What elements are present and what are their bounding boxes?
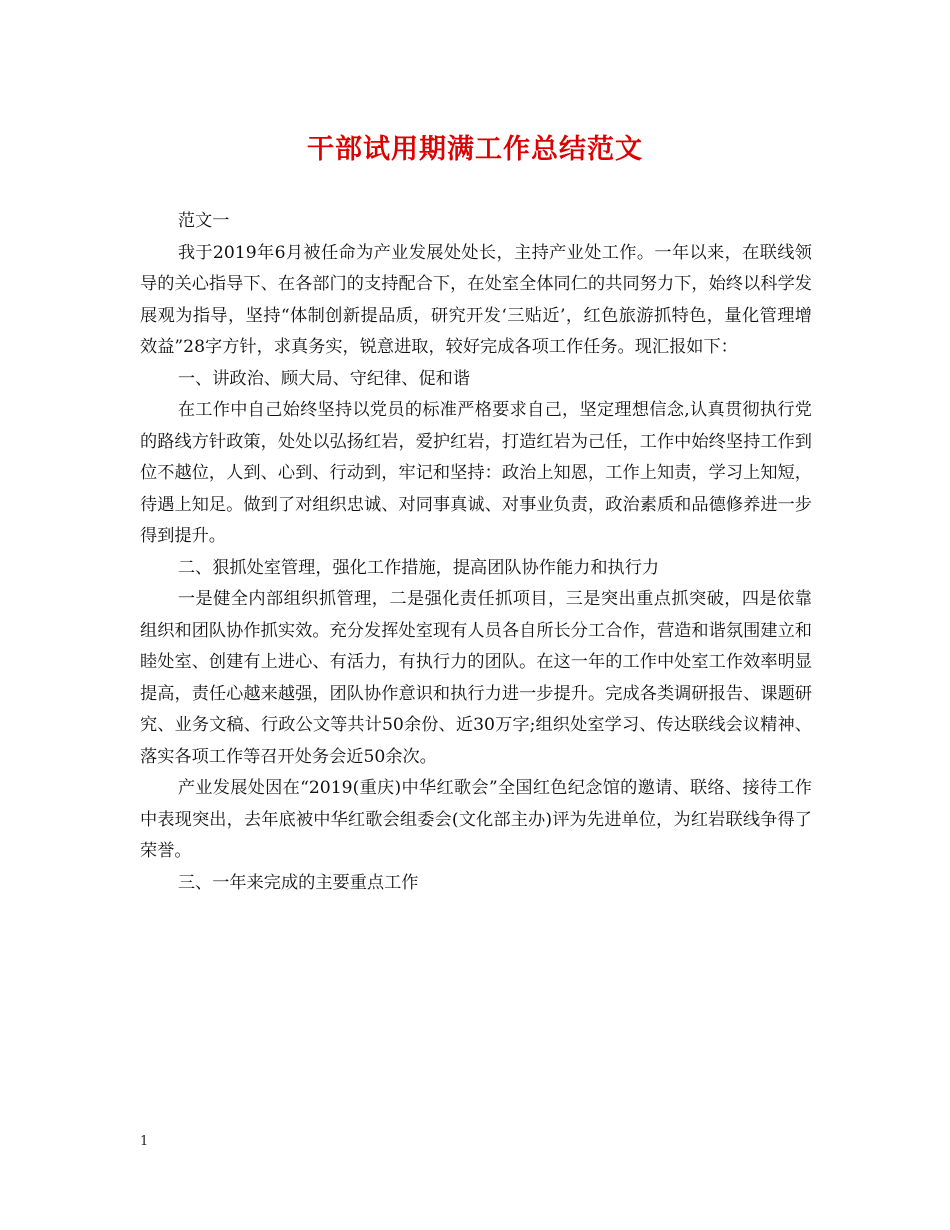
paragraph-intro: 我于2019年6月被任命为产业发展处处长，主持产业处工作。一年以来，在联线领导的关心指导下、在各部门的支持配合下，在处室全体同仁的共同努力下，始终以科学发展观为指导，坚持“体制创新提品质，研究开发‘三贴近’，红色旅游抓特色，量化管理增效益”28字方针，求真务实，锐意进取，较好完成各项工作任务。现汇报如下： <box>140 242 812 357</box>
paragraph-section-2: 一是健全内部组织抓管理，二是强化责任抓项目，三是突出重点抓突破，四是依靠组织和团队协作抓实效。充分发挥处室现有人员各自所长分工合作，营造和谐氛围建立和睦处室、创建有上进心、有活力，有执行力的团队。在这一年的工作中处室工作效率明显提高，责任心越来越强，团队协作意识和执行力进一步提升。完成各类调研报告、课题研究、业务文稿、行政公文等共计50余份、近30万字;组织处室学习、传达联线会议精神、落实各项工作等召开处务会近50余次。 <box>140 589 812 767</box>
section-heading-2: 二、狠抓处室管理，强化工作措施，提高团队协作能力和执行力 <box>177 557 660 578</box>
section-heading-3: 三、一年来完成的主要重点工作 <box>177 872 419 893</box>
page-number: 1 <box>140 1134 149 1149</box>
document-body <box>140 206 812 899</box>
section-heading-1: 一、讲政治、顾大局、守纪律、促和谐 <box>177 368 471 389</box>
document-title: 干部试用期满工作总结范文 <box>307 134 643 165</box>
paragraph-heading-fanwen-1: 范文一 <box>177 211 230 231</box>
paragraph-award: 产业发展处因在“2019(重庆)中华红歌会”全国红色纪念馆的邀请、联络、接待工作中表现突出，去年底被中华红歌会组委会(文化部主办)评为先进单位，为红岩联线争得了荣誉。 <box>140 778 812 861</box>
paragraph-section-1: 在工作中自己始终坚持以党员的标准严格要求自己，坚定理想信念,认真贯彻执行党的路线方针政策，处处以弘扬红岩，爱护红岩，打造红岩为己任，工作中始终坚持工作到位不越位，人到、心到、行动到，牢记和坚持：政治上知恩，工作上知责，学习上知短，待遇上知足。做到了对组织忠诚、对同事真诚、对事业负责，政治素质和品德修养进一步得到提升。 <box>140 400 812 546</box>
